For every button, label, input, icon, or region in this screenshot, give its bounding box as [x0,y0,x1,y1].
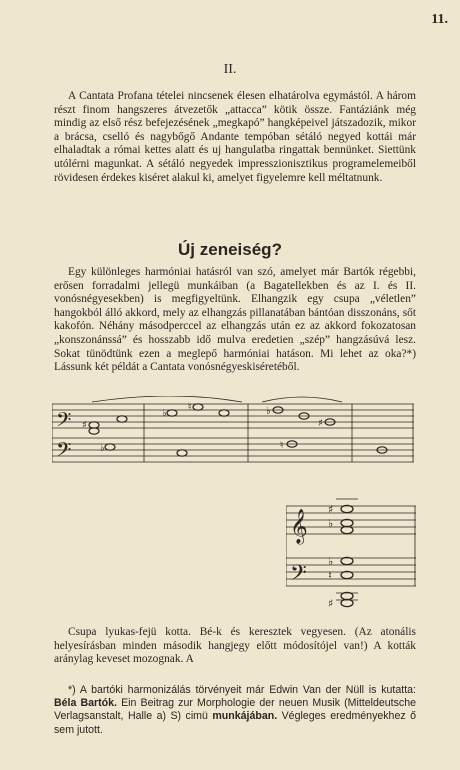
svg-text:♯: ♯ [328,503,334,516]
svg-text:𝄢: 𝄢 [56,438,72,466]
section-number: II. [223,62,237,77]
svg-text:♭: ♭ [328,555,334,568]
footnote-author: Béla Bartók. [54,697,117,710]
music-example-1 [52,396,414,466]
svg-text:♭: ♭ [100,443,105,454]
svg-text:♯: ♯ [328,597,334,610]
footnote-text-middle: Ein Beitrag zur Morphologie der neuen Musik (Mitteldeutsche Verlagsanstalt, Halle a) S) cimü [54,697,416,723]
footnote [54,684,416,737]
paragraph-2-text: Egy különleges harmóniai hatásról van szó, amelyet már Bartók régebbi, erősen forradalmi jellegü munkáiban (a Bagatellekben és az I. és II. vonósnégyesekben) is megfigyeltünk. Elhangzik egy csupa „véletlen” hangokból álló akkord, mely az elhangzás pillanatában bántóan disszonáns, sőt kakofón. Néhány másodperccel az elhangzás után ez az akkord fokozatosan „konszonánssá” és hosszabb idő mulva eredetien „szép” hangzásúvá lesz. Sokat tünödtünk ezen a meglepő harmóniai hatáson. Mi lehet az oka?*) Lássunk két példát a Cantata vonósnégyeskiséretéből. [54,266,416,374]
footnote-text-before: *) A bartóki harmonizálás törvényeit már Edwin Van der Nüll is kutatta: [68,684,416,696]
music-example-2 [286,486,416,616]
svg-text:♯: ♯ [82,420,87,431]
page-number: 11. [431,12,448,27]
svg-text:𝄢: 𝄢 [290,561,307,591]
svg-text:♭: ♭ [266,406,271,417]
svg-text:♭: ♭ [162,408,167,419]
svg-text:♭: ♭ [328,517,334,530]
svg-text:𝄢: 𝄢 [56,408,72,436]
svg-text:♮: ♮ [328,569,332,582]
paragraph-1-text: A Cantata Profana tételei nincsenek élesen elhatárolva egymástól. A három részt finom hangszeres átvezetők „attacca” kötik össze. Fantáziánk még mindig az első rész befejezésének „megkapó” hangképeivel játszadozik, mikor a brácsa, cselló és nagybőgő Andante tempóban sétáló negyed kottái már elhaladtak a római kettes alatt és uj hangulatba ringattak bennünket. Siettünk utólérni magunkat. A sétáló negyedek impresszionisztikus programelemeiből rövidesen érdekes kiséret alakul ki, amelyet figyelemre kell méltatnunk. [54,90,416,184]
svg-text:♯: ♯ [318,418,323,429]
section-heading: Új zeneiség? [178,240,282,259]
paragraph-2 [54,266,416,375]
svg-text:𝄞: 𝄞 [290,509,308,544]
paragraph-3 [54,626,416,667]
footnote-work: munkájában. [212,710,278,723]
svg-text:♮: ♮ [188,402,192,413]
paragraph-3-text: Csupa lyukas-fejü kotta. Bé-k és keresztek vegyesen. (Az atonális helyesírásban minden második hangjegy előtt módosítójel van!) A kották aránylag keveset mozognak. A [54,626,416,666]
svg-text:♮: ♮ [280,440,284,451]
footnote-text-after: Végleges eredményekhez ő sem jutott. [54,710,416,736]
paragraph-1 [54,90,416,185]
